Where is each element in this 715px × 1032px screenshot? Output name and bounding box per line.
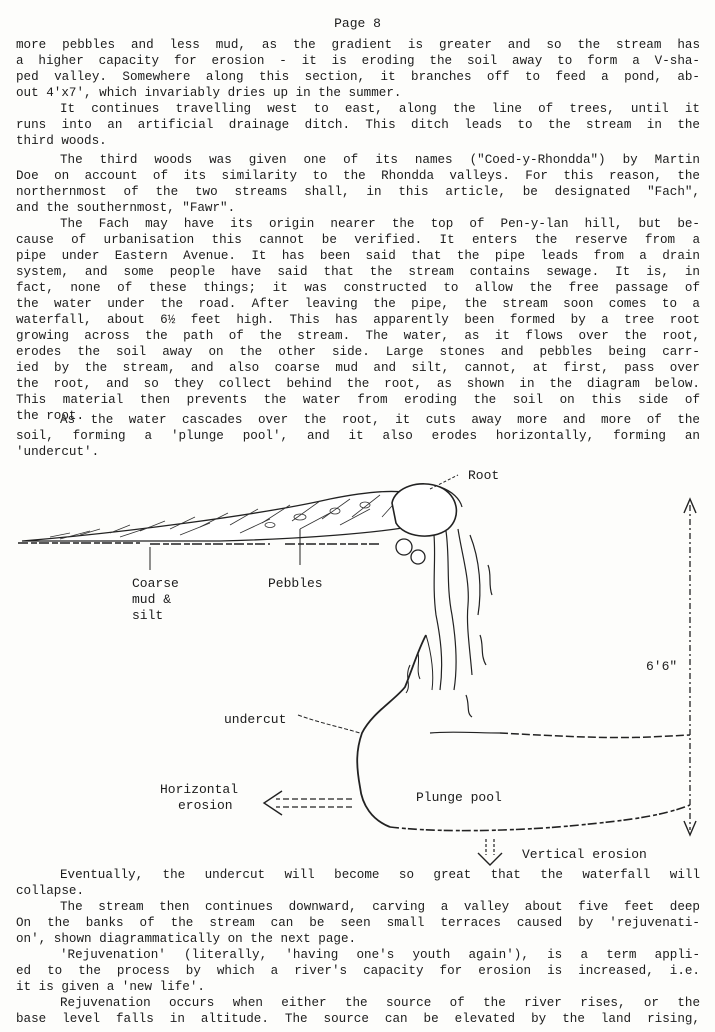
text-line: collapse.	[16, 884, 85, 898]
text-line: Doe on account of its similarity to the Rhondda valleys. For this reason, the	[16, 169, 700, 183]
text-line: ed to the process by which a river's capacity for erosion is increased, i.e.	[16, 964, 700, 978]
paragraph-block-4	[16, 867, 700, 1027]
text-line: ied by the stream, and also coarse mud and silt, cannot, at first, pass over	[16, 361, 700, 375]
text-line: As the water cascades over the root, it cuts away more and more of the	[60, 413, 700, 427]
text-line: fact, none of these things; it was constructed to allow the free passage of	[16, 281, 700, 295]
text-line: The stream then continues downward, carving a valley about five feet deep	[60, 900, 700, 914]
text-line: the root.	[16, 409, 85, 423]
label-coarse-3: silt	[132, 608, 164, 623]
pool-bottom	[390, 805, 690, 831]
text-line: pipe under Eastern Avenue. It has been said that the pipe leads from a drain	[16, 249, 700, 263]
paragraph-block-3	[16, 412, 700, 460]
text-line: waterfall, about 6½ feet high. This has apparently been formed by a tree root	[16, 313, 700, 327]
text-line: erodes the soil away on the other side. Large stones and pebbles being carr-	[16, 345, 700, 359]
text-line: the root, and so they collect behind the root, as shown in the diagram below.	[16, 377, 700, 391]
root-shape	[392, 484, 456, 536]
vertical-arrow-shaft	[486, 839, 494, 855]
text-line: Rejuvenation occurs when either the source of the river rises, or the	[60, 996, 700, 1010]
label-root: Root	[468, 468, 500, 483]
waterfall-diagram	[0, 465, 715, 875]
pool-surface	[500, 733, 690, 738]
vertical-arrow-head	[478, 853, 502, 865]
text-line: more pebbles and less mud, as the gradient is greater and so the stream has	[16, 38, 700, 52]
label-undercut: undercut	[224, 712, 287, 727]
root-knob	[396, 539, 412, 555]
ground-line	[18, 543, 380, 544]
text-line: The third woods was given one of its names ("Coed-y-Rhondda") by Martin	[60, 153, 700, 167]
text-line: it is given a 'new life'.	[16, 980, 205, 994]
horizontal-arrow-shaft	[276, 799, 352, 807]
text-line: northernmost of the two streams shall, in this article, be designated "Fach",	[16, 185, 700, 199]
text-line: ped valley. Somewhere along this section, it branches off to feed a pond, ab-	[16, 70, 700, 84]
text-line: runs into an artificial drainage ditch. This ditch leads to the stream in the	[16, 118, 700, 132]
text-line: The Fach may have its origin nearer the top of Pen-y-lan hill, but be-	[60, 217, 700, 231]
horizontal-arrow-head	[264, 791, 282, 815]
text-line: soil, forming a 'plunge pool', and it also erodes horizontally, forming an	[16, 429, 700, 443]
paragraph-block-2	[16, 152, 700, 424]
label-horizontal-1: Horizontal	[160, 782, 239, 797]
text-line: out 4'x7', which invariably dries up in the summer.	[16, 86, 402, 100]
text-line: third woods.	[16, 134, 107, 148]
text-line: a higher capacity for erosion - it is eroding the soil away to form a V-sha-	[16, 54, 700, 68]
text-line: 'Rejuvenation' (literally, 'having one's youth again'), is a term appli-	[60, 948, 700, 962]
text-line: base level falls in altitude. The source can be elevated by the land rising,	[16, 1012, 700, 1026]
text-line: 'undercut'.	[16, 445, 100, 459]
label-horizontal-2: erosion	[178, 798, 233, 813]
text-line: growing across the path of the stream. The water, as it flows over the root,	[16, 329, 700, 343]
label-plunge-pool: Plunge pool	[416, 790, 502, 805]
paragraph-block-1	[16, 37, 700, 149]
label-pebbles: Pebbles	[268, 576, 323, 591]
text-line: It continues travelling west to east, along the line of trees, until it	[60, 102, 700, 116]
text-line: and the southernmost, "Fawr".	[16, 201, 236, 215]
text-line: Eventually, the undercut will become so great that the waterfall will	[60, 868, 700, 882]
text-line: on', shown diagrammatically on the next page.	[16, 932, 357, 946]
page-number: Page 8	[334, 16, 381, 31]
label-height: 6'6"	[646, 659, 678, 674]
text-line: This material then prevents the water from eroding the soil on this side of	[16, 393, 700, 407]
text-line: the water under the road. After leaving the pipe, the stream soon comes to a	[16, 297, 700, 311]
text-line: On the banks of the stream can be seen small terraces caused by 'rejuvenati-	[16, 916, 700, 930]
text-line: system, and some people have said that the stream contains sewage. It is, in	[16, 265, 700, 279]
label-coarse-1: Coarse	[132, 576, 179, 591]
label-coarse-2: mud &	[132, 592, 172, 607]
undercut-pointer	[298, 715, 360, 733]
text-line: cause of urbanisation this cannot be verified. It enters the reserve from a	[16, 233, 700, 247]
label-vertical-erosion: Vertical erosion	[522, 847, 647, 862]
cascading-water	[434, 529, 492, 717]
